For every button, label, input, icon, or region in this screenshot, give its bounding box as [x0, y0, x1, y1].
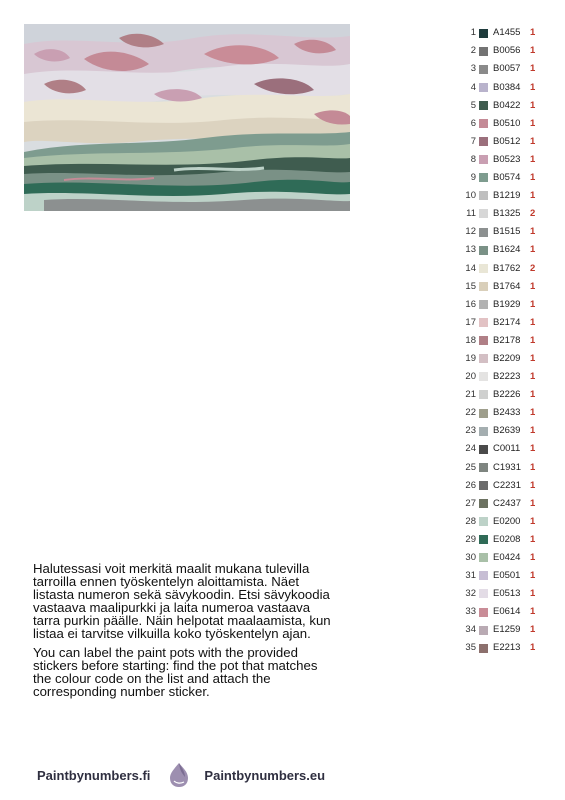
color-swatch	[479, 47, 488, 56]
color-row	[452, 585, 562, 603]
color-number: 22	[465, 407, 476, 419]
color-number: 21	[465, 389, 476, 401]
color-code: B1762	[493, 262, 521, 274]
color-code: E2213	[493, 642, 521, 654]
color-swatch	[479, 83, 488, 92]
color-number: 12	[465, 226, 476, 238]
color-number: 8	[470, 153, 476, 165]
color-quantity: 1	[530, 27, 536, 39]
color-swatch	[479, 589, 488, 598]
color-swatch	[479, 137, 488, 146]
color-row	[452, 187, 562, 205]
color-swatch	[479, 336, 488, 345]
color-row	[452, 223, 562, 241]
color-number: 26	[465, 479, 476, 491]
color-code: B2639	[493, 425, 521, 437]
color-number: 23	[465, 425, 476, 437]
color-quantity: 1	[530, 461, 536, 473]
color-swatch	[479, 517, 488, 526]
color-swatch	[479, 354, 488, 363]
color-quantity: 1	[530, 63, 536, 75]
color-swatch	[479, 535, 488, 544]
color-swatch	[479, 427, 488, 436]
color-code: B2209	[493, 352, 521, 364]
color-swatch	[479, 608, 488, 617]
color-quantity: 1	[530, 533, 536, 545]
color-swatch	[479, 155, 488, 164]
color-number: 29	[465, 533, 476, 545]
color-quantity: 1	[530, 371, 536, 383]
color-number: 4	[470, 81, 476, 93]
color-row	[452, 314, 562, 332]
color-swatch	[479, 445, 488, 454]
color-code: B0422	[493, 99, 521, 111]
color-swatch	[479, 644, 488, 653]
color-row	[452, 567, 562, 585]
color-code: E0208	[493, 533, 521, 545]
color-code: B1325	[493, 208, 521, 220]
color-row	[452, 241, 562, 259]
color-row	[452, 549, 562, 567]
color-quantity: 1	[530, 515, 536, 527]
color-code: C0011	[493, 443, 521, 455]
color-row	[452, 386, 562, 404]
color-number: 34	[465, 624, 476, 636]
color-row	[452, 639, 562, 657]
color-row	[452, 60, 562, 78]
color-row	[452, 368, 562, 386]
color-quantity: 1	[530, 624, 536, 636]
color-swatch	[479, 264, 488, 273]
color-row	[452, 422, 562, 440]
color-row	[452, 42, 562, 60]
color-swatch	[479, 209, 488, 218]
color-row	[452, 205, 562, 223]
color-row	[452, 603, 562, 621]
color-row	[452, 96, 562, 114]
color-row	[452, 151, 562, 169]
brand-fi[interactable]: Paintbynumbers.fi	[37, 767, 151, 783]
color-row	[452, 114, 562, 132]
color-quantity: 1	[530, 497, 536, 509]
color-code: B2178	[493, 334, 521, 346]
color-swatch	[479, 101, 488, 110]
color-number: 2	[470, 45, 476, 57]
color-quantity: 2	[530, 208, 536, 220]
color-swatch	[479, 553, 488, 562]
color-swatch	[479, 191, 488, 200]
color-quantity: 1	[530, 226, 536, 238]
color-quantity: 1	[530, 443, 536, 455]
color-quantity: 1	[530, 334, 536, 346]
instructions	[33, 563, 333, 706]
brand-eu[interactable]: Paintbynumbers.eu	[204, 767, 326, 783]
color-quantity: 1	[530, 81, 536, 93]
color-row	[452, 169, 562, 187]
color-swatch	[479, 409, 488, 418]
landscape-painting-image	[24, 24, 350, 211]
color-swatch	[479, 390, 488, 399]
color-list	[452, 24, 562, 657]
footer	[37, 760, 367, 790]
color-swatch	[479, 372, 488, 381]
color-code: B1764	[493, 280, 521, 292]
color-row	[452, 513, 562, 531]
color-quantity: 1	[530, 642, 536, 654]
color-code: B0384	[493, 81, 521, 93]
color-swatch	[479, 626, 488, 635]
instructions-english: You can label the paint pots with the provided stickers before starting: find the pot that matches the colour code on the list and attach the corresponding number sticker.	[33, 645, 318, 700]
color-quantity: 1	[530, 570, 536, 582]
color-number: 14	[465, 262, 476, 274]
color-quantity: 1	[530, 135, 536, 147]
color-row	[452, 133, 562, 151]
color-quantity: 1	[530, 280, 536, 292]
color-quantity: 1	[530, 352, 536, 364]
color-row	[452, 476, 562, 494]
color-quantity: 2	[530, 262, 536, 274]
color-code: B1624	[493, 244, 521, 256]
color-row	[452, 494, 562, 512]
color-code: B1515	[493, 226, 521, 238]
color-swatch	[479, 65, 488, 74]
painting-preview	[24, 24, 350, 211]
color-quantity: 1	[530, 588, 536, 600]
color-code: E0200	[493, 515, 521, 527]
color-code: C1931	[493, 461, 521, 473]
color-code: B2174	[493, 316, 521, 328]
color-swatch	[479, 228, 488, 237]
color-quantity: 1	[530, 298, 536, 310]
color-number: 35	[465, 642, 476, 654]
color-number: 18	[465, 334, 476, 346]
color-number: 28	[465, 515, 476, 527]
instructions-finnish: Halutessasi voit merkitä maalit mukana tulevilla tarroilla ennen työskentelyn aloittamista. Näet listasta numeron sekä sävykoodin. Etsi sävykoodia vastaava maalipurkki ja laita numeroa vastaava tarra purkin päälle. Näin helpotat maalaamista, kun listaa ei tarvitse vilkuilla koko työskentelyn ajan.	[33, 561, 331, 641]
color-number: 7	[470, 135, 476, 147]
color-code: B1219	[493, 190, 521, 202]
color-number: 19	[465, 352, 476, 364]
color-row	[452, 259, 562, 277]
color-quantity: 1	[530, 479, 536, 491]
color-quantity: 1	[530, 99, 536, 111]
color-code: C2231	[493, 479, 521, 491]
color-row	[452, 78, 562, 96]
color-row	[452, 458, 562, 476]
color-number: 33	[465, 606, 476, 618]
color-quantity: 1	[530, 316, 536, 328]
color-code: B0574	[493, 172, 521, 184]
color-code: B1929	[493, 298, 521, 310]
color-row	[452, 531, 562, 549]
color-code: C2437	[493, 497, 521, 509]
color-swatch	[479, 119, 488, 128]
color-row	[452, 277, 562, 295]
color-code: B2223	[493, 371, 521, 383]
color-code: E1259	[493, 624, 521, 636]
color-code: B0057	[493, 63, 521, 75]
color-number: 3	[470, 63, 476, 75]
color-swatch	[479, 318, 488, 327]
color-code: E0424	[493, 552, 521, 564]
color-number: 13	[465, 244, 476, 256]
color-code: B0056	[493, 45, 521, 57]
color-number: 10	[465, 190, 476, 202]
color-quantity: 1	[530, 172, 536, 184]
color-row	[452, 332, 562, 350]
color-row	[452, 621, 562, 639]
color-code: E0501	[493, 570, 521, 582]
color-quantity: 1	[530, 606, 536, 618]
color-swatch	[479, 282, 488, 291]
color-code: E0614	[493, 606, 521, 618]
color-number: 27	[465, 497, 476, 509]
color-number: 16	[465, 298, 476, 310]
color-row	[452, 350, 562, 368]
color-number: 24	[465, 443, 476, 455]
color-quantity: 1	[530, 552, 536, 564]
color-number: 9	[470, 172, 476, 184]
color-number: 30	[465, 552, 476, 564]
color-row	[452, 24, 562, 42]
color-quantity: 1	[530, 190, 536, 202]
color-swatch	[479, 246, 488, 255]
paint-drop-logo-icon	[168, 762, 190, 788]
color-number: 31	[465, 570, 476, 582]
color-swatch	[479, 29, 488, 38]
color-number: 32	[465, 588, 476, 600]
color-number: 6	[470, 117, 476, 129]
color-swatch	[479, 300, 488, 309]
color-row	[452, 404, 562, 422]
color-code: A1455	[493, 27, 521, 39]
color-number: 1	[470, 27, 476, 39]
color-code: B2433	[493, 407, 521, 419]
color-number: 15	[465, 280, 476, 292]
color-swatch	[479, 463, 488, 472]
color-code: E0513	[493, 588, 521, 600]
color-quantity: 1	[530, 117, 536, 129]
color-number: 17	[465, 316, 476, 328]
color-quantity: 1	[530, 389, 536, 401]
color-number: 20	[465, 371, 476, 383]
color-quantity: 1	[530, 407, 536, 419]
color-code: B0510	[493, 117, 521, 129]
color-quantity: 1	[530, 45, 536, 57]
color-number: 5	[470, 99, 476, 111]
color-number: 11	[466, 208, 476, 220]
color-swatch	[479, 481, 488, 490]
color-code: B0523	[493, 153, 521, 165]
color-number: 25	[465, 461, 476, 473]
color-row	[452, 295, 562, 313]
color-swatch	[479, 173, 488, 182]
color-code: B0512	[493, 135, 521, 147]
color-quantity: 1	[530, 425, 536, 437]
color-code: B2226	[493, 389, 521, 401]
color-quantity: 1	[530, 153, 536, 165]
color-quantity: 1	[530, 244, 536, 256]
color-swatch	[479, 499, 488, 508]
color-swatch	[479, 571, 488, 580]
color-row	[452, 440, 562, 458]
